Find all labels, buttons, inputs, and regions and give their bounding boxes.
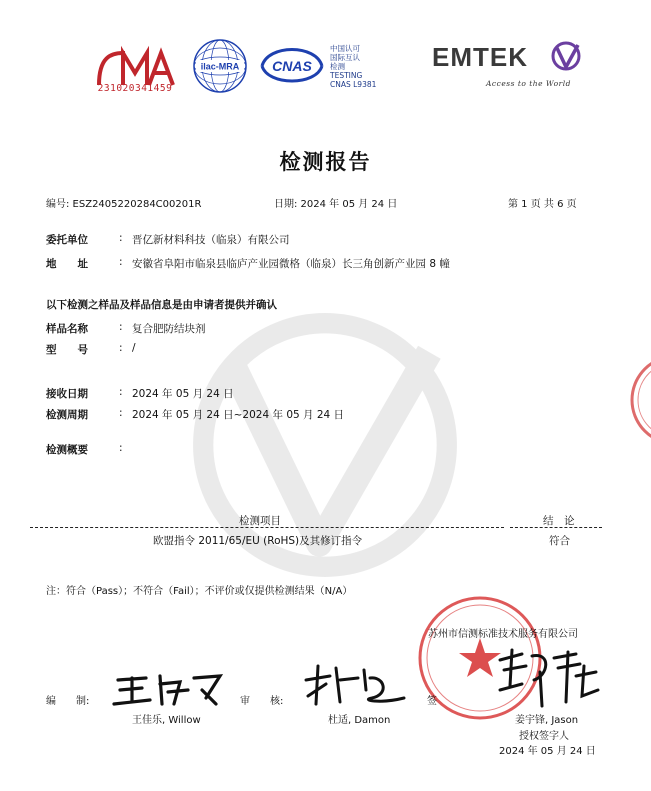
- cnas-line: CNAS L9381: [330, 80, 377, 89]
- table-divider: [510, 527, 602, 528]
- result-item: 欧盟指令 2011/65/EU (RoHS)及其修订指令: [153, 535, 363, 547]
- colon: :: [119, 342, 123, 354]
- report-number: 编号: ESZ2405220284C00201R: [46, 199, 202, 210]
- client-label: 委托单位: [46, 234, 88, 246]
- test-summary-label: 检测概要: [46, 444, 88, 456]
- approver-role: 授权签字人: [519, 731, 569, 742]
- test-period-label: 检测周期: [46, 409, 88, 421]
- colon: :: [119, 386, 123, 398]
- page-indicator: 第 1 页 共 6 页: [508, 199, 577, 210]
- address-value: 安徽省阜阳市临泉县临庐产业园微格（临泉）长三角创新产业园 8 幢: [132, 258, 450, 270]
- colon: :: [119, 442, 123, 454]
- emtek-tagline: Access to the World: [486, 79, 571, 88]
- colon: :: [119, 232, 123, 244]
- col-header-conclusion: 结 论: [543, 515, 575, 527]
- sample-name-value: 复合肥防结块剂: [132, 323, 206, 335]
- colon: :: [119, 256, 123, 268]
- cnas-line: 检测: [330, 62, 345, 71]
- result-conclusion: 符合: [549, 535, 570, 547]
- col-header-test-item: 检测项目: [239, 515, 281, 527]
- ilac-mra-logo: [192, 38, 248, 94]
- test-period-value: 2024 年 05 月 24 日~2024 年 05 月 24 日: [132, 409, 345, 421]
- table-divider: [30, 527, 504, 528]
- cnas-line: 国际互认: [330, 53, 360, 62]
- approver-label: 签: [427, 696, 437, 707]
- approval-date: 2024 年 05 月 24 日: [499, 746, 596, 757]
- cnas-line: 中国认可: [330, 44, 360, 53]
- svg-text:EMTEK: EMTEK: [432, 42, 528, 72]
- cnas-line: TESTING: [330, 71, 363, 80]
- client-value: 晋亿新材料科技（临泉）有限公司: [132, 234, 290, 246]
- company-name: 苏州市信测标准技术服务有限公司: [428, 629, 578, 640]
- compiler-label: 编 制:: [46, 696, 90, 707]
- cnas-accreditation-text: [330, 44, 400, 89]
- legend-note: 注：符合（Pass）；不符合（Fail）；不评价或仅提供检测结果（N/A）: [46, 586, 353, 597]
- reviewer-name: 杜适, Damon: [328, 715, 391, 726]
- reviewer-signature: [300, 660, 410, 710]
- compiler-signature: [110, 668, 230, 710]
- svg-text:ilac-MRA: ilac-MRA: [200, 61, 240, 72]
- side-stamp-fragment: [628, 340, 651, 460]
- cma-number: 231020341459: [97, 83, 173, 94]
- colon: :: [119, 407, 123, 419]
- approver-name: 姜宇锋, Jason: [515, 715, 579, 726]
- approver-signature: [492, 646, 604, 712]
- received-date-label: 接收日期: [46, 388, 88, 400]
- report-title: 检测报告: [279, 150, 372, 174]
- colon: :: [119, 321, 123, 333]
- model-label: 型 号: [46, 344, 88, 356]
- sample-name-label: 样品名称: [46, 323, 88, 335]
- compiler-name: 王佳乐, Willow: [132, 715, 201, 726]
- sample-info-note: 以下检测之样品及样品信息是由申请者提供并确认: [46, 299, 277, 311]
- svg-text:CNAS: CNAS: [272, 58, 312, 74]
- reviewer-label: 审 核:: [240, 696, 284, 707]
- model-value: /: [132, 342, 136, 354]
- cnas-logo: [258, 40, 326, 88]
- address-label: 地 址: [46, 258, 88, 270]
- received-date-value: 2024 年 05 月 24 日: [132, 388, 234, 400]
- report-date: 日期: 2024 年 05 月 24 日: [274, 199, 398, 210]
